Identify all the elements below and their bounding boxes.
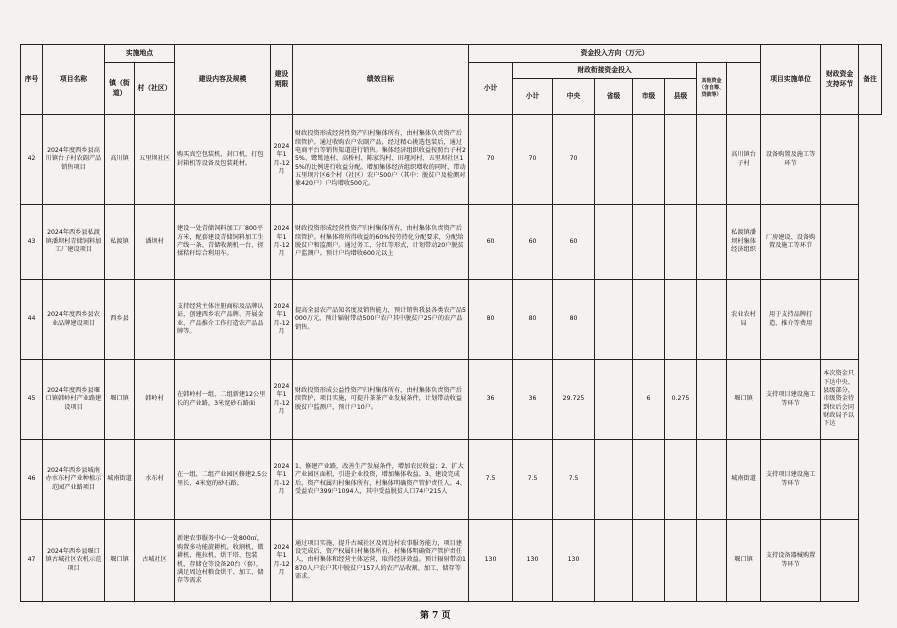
cell-other [697,440,727,520]
cell-town: 堰口镇 [105,520,135,602]
cell-goal: 财政投资形成公益性资产归村集体所有，由村集体负责资产后续管护，项目实施，可提升茶茶产业发展条件，计划带动收益脱贫户监测户，预计户10户。 [293,360,469,440]
cell-seq: 47 [21,520,43,602]
cell-seq: 42 [21,115,43,205]
cell-town: 城南街道 [105,440,135,520]
cell-goal: 财政投资形成经营性资产归村集体所有，由村集体负责资产后续管护。村集体将所得收益的60%按劳持化分配要求，分配给脱贫户和监测户。通过务工、分红等形式，计划带动20户脱贫户监测户。预计户均增收600元以上 [293,205,469,280]
header-content: 建设内容及规模 [175,45,271,115]
cell-central: 70 [553,115,595,205]
cell-period: 2024年1月-12月 [271,360,293,440]
header-fiscal: 财政衔接资金投入 [513,63,697,79]
cell-support: 用于支持品牌打造、推介等费用 [761,280,821,360]
table-row [21,280,882,360]
cell-support: 设备购置及施工等环节 [761,115,821,205]
cell-county [665,520,697,602]
header-town: 镇（街道） [105,63,135,115]
cell-provincial [595,280,633,360]
cell-village [135,280,175,360]
cell-content: 支持经营主体注册商标及品牌认证，创建西乡农产品牌、开展金业、产品推介工作打造农产品品牌等。 [175,280,271,360]
cell-other [697,360,727,440]
cell-unit: 农业农村局 [727,280,761,360]
cell-unit: 堰口镇 [727,360,761,440]
cell-central: 80 [553,280,595,360]
cell-fiscal-subtotal: 7.5 [513,440,553,520]
cell-total: 130 [469,520,513,602]
header-funding: 资金投入方向（万元） [469,45,761,63]
cell-city [633,115,665,205]
cell-county [665,280,697,360]
cell-remark: 本次资金只下达中央、县级部分，市级资金待到位后会同财政局予以下达 [821,360,859,440]
cell-fiscal-subtotal: 70 [513,115,553,205]
table-row [21,440,882,520]
cell-seq: 46 [21,440,43,520]
cell-city [633,280,665,360]
cell-provincial [595,115,633,205]
header-county: 县级 [665,79,697,115]
cell-city [633,520,665,602]
header-subtotal: 小计 [469,63,513,115]
cell-remark [821,440,859,520]
cell-content: 建设一处青储饲料加工厂800平方米，配套建设青储饲料加工生产线一条、青储收割机一台、搓揉秸秆综合利用车。 [175,205,271,280]
header-village: 村（社区） [135,63,175,115]
cell-provincial [595,360,633,440]
cell-town: 高川镇 [105,115,135,205]
cell-name: 2024年度西乡县农业品牌建设项目 [43,280,105,360]
header-period: 建设期限 [271,45,293,115]
page-number: 第 7 页 [420,611,451,621]
cell-city [633,440,665,520]
header-fiscal-subtotal: 小计 [513,79,553,115]
header-central: 中央 [553,79,595,115]
table-row [21,115,882,205]
header-provincial: 省级 [595,79,633,115]
cell-total: 7.5 [469,440,513,520]
cell-village: 水东村 [135,440,175,520]
header-project-name: 项目名称 [43,45,105,115]
project-table [20,44,882,602]
cell-unit: 城南街道 [727,440,761,520]
cell-town: 西乡县 [105,280,135,360]
cell-city: 6 [633,360,665,440]
cell-period: 2024年1月-12月 [271,440,293,520]
cell-village: 古城社区 [135,520,175,602]
cell-seq: 43 [21,205,43,280]
cell-unit: 私渡镇潘坝村集体经济组织 [727,205,761,280]
cell-central: 7.5 [553,440,595,520]
cell-other [697,205,727,280]
cell-content: 在一组、二组产业园区修建2.5公里长、4米宽的砂石路。 [175,440,271,520]
header-city: 市级 [633,79,665,115]
cell-county [665,440,697,520]
cell-village: 五里坝社区 [135,115,175,205]
cell-total: 60 [469,205,513,280]
cell-support: 支持项目建设施工等环节 [761,360,821,440]
header-location: 实施地点 [105,45,175,63]
cell-remark [821,115,859,205]
cell-county: 0.275 [665,360,697,440]
cell-village: 韩岭村 [135,360,175,440]
cell-goal: 1、修建产业路，改善生产发展条件，增加农民收益；2、扩大产业园区面积，引进企业投资，增加集体收益。3、建设完成后，资产权属归村集体所有，村集体明确资产管护责任人。4、受益农户399户1094人，其中受益脱贫人口74户215人 [293,440,469,520]
cell-central: 29.725 [553,360,595,440]
cell-fiscal-subtotal: 36 [513,360,553,440]
cell-goal: 提高全县农产品知名度及销售能力，预计销售我县各类农产品5000万元，预计辐射带动500户农户其中脱贫户25户的农产品销售。 [293,280,469,360]
cell-village: 潘坝村 [135,205,175,280]
cell-provincial [595,205,633,280]
cell-total: 80 [469,280,513,360]
cell-name: 2024年西乡县堰口镇古城社区农机示范项目 [43,520,105,602]
cell-town: 私渡镇 [105,205,135,280]
table-row [21,205,882,280]
cell-fiscal-subtotal: 130 [513,520,553,602]
cell-period: 2024年1月-12月 [271,520,293,602]
header-seq: 序号 [21,45,43,115]
cell-name: 2024年西乡县城南办水东村产业种植示范园产业路项目 [43,440,105,520]
cell-name: 2024年西乡县私渡镇潘坝村青储饲料加工厂建设项目 [43,205,105,280]
cell-county [665,115,697,205]
cell-central: 130 [553,520,595,602]
cell-content: 购买真空包装机、封口机，打包封箱机等设备及包装耗材。 [175,115,271,205]
cell-other [697,280,727,360]
cell-remark [821,205,859,280]
cell-other [697,115,727,205]
cell-support: 支持设备器械购置等环节 [761,520,821,602]
header-unit: 项目实施单位 [761,45,821,115]
cell-total: 36 [469,360,513,440]
cell-period: 2024年1月-12月 [271,205,293,280]
header-other: 其他资金（含自筹、贷款等） [697,63,727,115]
cell-support: 支持项目建设施工等环节 [761,440,821,520]
cell-content: 在韩岭村一组、二组新建12公里长的产业路，3米宽砂石路面 [175,360,271,440]
cell-remark [821,520,859,602]
cell-fiscal-subtotal: 60 [513,205,553,280]
cell-content: 新建农事服务中心一处800㎡，购置多功能旋耕机、收割机、微耕机、拖拉机、烘干塔、包装机、存储仓等设备20台（套），满足周边村粮食烘干、加工、储存等需求 [175,520,271,602]
table-header [21,45,882,115]
cell-seq: 45 [21,360,43,440]
header-remark: 备注 [859,45,882,115]
cell-total: 70 [469,115,513,205]
cell-name: 2024年度西乡县高川镇台子村农副产品销售项目 [43,115,105,205]
cell-fiscal-subtotal: 80 [513,280,553,360]
cell-period: 2024年1月-12月 [271,280,293,360]
cell-county [665,205,697,280]
cell-period: 2024年1月-12月 [271,115,293,205]
cell-support: 厂房建设、设备购置及施工等环节 [761,205,821,280]
cell-goal: 财政投资形成经营性资产归村集体所有，由村集体负责资产后续管护。通过收购农户农副产品，经过精心挑选包装后，通过电商平台等销售渠道进行销售。集体经济组织收益按照台子村25%、鹭鸶池村、高桥村、陈家沟村、田垭河村、五里坝社区15%的比例进行收益分配。增加集体经济组织增收的同时，带动五里坝片区6个村（社区）农户500户（其中：脱贫户及检测对象420户）户均增收500元。 [293,115,469,205]
cell-remark [821,280,859,360]
cell-seq: 44 [21,280,43,360]
header-goal: 绩效目标 [293,45,469,115]
cell-unit: 堰口镇 [727,520,761,602]
cell-unit: 高川镇台子村 [727,115,761,205]
cell-goal: 通过项目实施，提升古城社区及周边村农事服务能力，项目建设完成后，资产权属归村集体所有，村集体明确资产管护责任人，由村集体和经营主体运营，取得经济效益。预计辐射带动1870人户农户其中脱贫户157人的农产品收割、加工、储存等需求。 [293,520,469,602]
cell-provincial [595,520,633,602]
cell-town: 堰口镇 [105,360,135,440]
cell-name: 2024年度西乡县堰口镇韩岭村产业路建设项目 [43,360,105,440]
cell-provincial [595,440,633,520]
cell-central: 60 [553,205,595,280]
table-row [21,360,882,440]
cell-other [697,520,727,602]
cell-city [633,205,665,280]
table-row [21,520,882,602]
header-support: 财政资金支持环节 [821,45,859,115]
